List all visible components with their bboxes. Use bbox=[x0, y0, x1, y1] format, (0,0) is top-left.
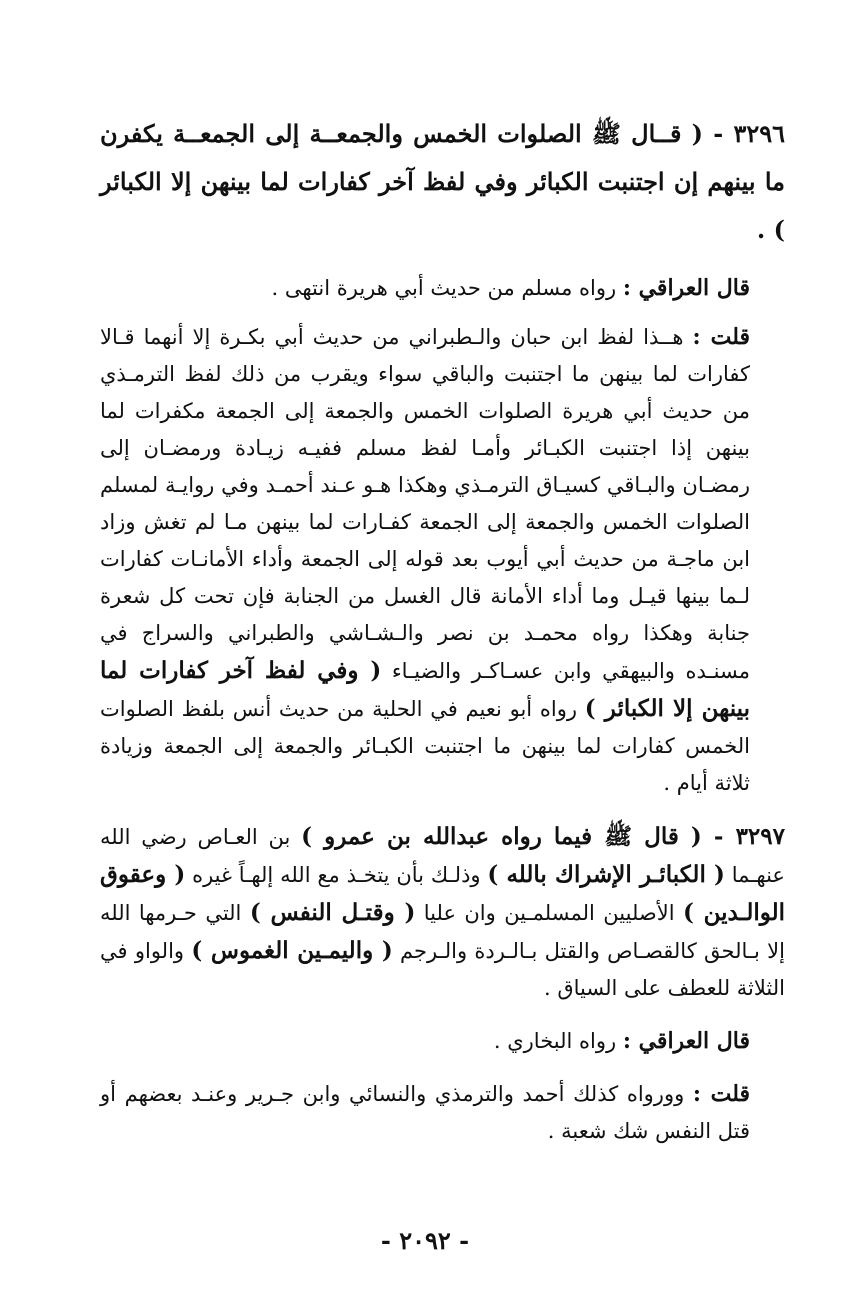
author-bold-quote: ( وفي لفظ آخر كفارات لما بينهن إلا الكبائر ) bbox=[100, 657, 750, 722]
hadith-3296-text: قــال ﷺ الصلوات الخمس والجمعــة إلى الجمعــة يكفرن ما بينهم إن اجتنبت الكبائر وفي لفظ آخر كفارات لما بينهن إلا الكبائر ) . bbox=[100, 119, 785, 244]
iraqi-label-1: قال العراقي : bbox=[622, 275, 750, 301]
author-text-1: هــذا لفظ ابن حبان والـطبراني من حديث أبي بكـرة إلا أنهما قـالا كفارات لما بينهن ما اجتنبت والباقي سواء ويقرب من ذلك لفظ الترمـذي من حديث أبي هريرة الصلوات الخمس والجمعة إلى الجمعة مكفرات لما بينهن إذا اجتنبت الكبـائر وأمـا لفظ مسلم ففيـه زيـادة ورمضـان إلى رمضـان والبـاقي كسيـاق الترمـذي وهكذا هـو عـند أحمـد وفي روايـة لمسلم الصلوات الخمس والجمعة إلى الجمعة كفـارات لما بينهن مـا لم تغش وزاد ابن ماجـة من حديث أبي أيوب بعد قوله إلى الجمعة وأداء الأمانـات كفارات لـما بينها قيـل وما أداء الأمانة قال الغسل من الجنابة فإن تحت كل شعرة جنابة وهكذا رواه محمـد بن نصر والـشـاشي والطبراني والسراج في مسنـده والبيهقي وابن عسـاكـر والضيـاء bbox=[100, 325, 750, 683]
author-text-2: وورواه كذلك أحمد والترمذي والنسائي وابن جـرير وعنـد بعضهم أو قتل النفس شك شعبة . bbox=[100, 1082, 750, 1143]
hadith-3297-text-2: وذلـك بأن يتخـذ مع الله إلهـاً غيره bbox=[192, 863, 481, 887]
iraqi-text-1: رواه مسلم من حديث أبي هريرة انتهى . bbox=[271, 276, 617, 300]
hadith-3296-number: ٣٢٩٦ - ( bbox=[691, 119, 786, 148]
hadith-3297-text-5: والواو في الثلاثة للعطف على السياق . bbox=[100, 939, 785, 1000]
hadith-3297-bold-4: ( واليمـين الغموس ) bbox=[191, 937, 393, 964]
iraqi-text-2: رواه البخاري . bbox=[493, 1029, 617, 1053]
iraqi-comment-1 bbox=[100, 270, 785, 307]
hadith-3296 bbox=[100, 110, 785, 254]
page-number: - ٢٠٩٢ - bbox=[380, 1226, 470, 1255]
hadith-3297-text-3: الأصليين المسلمـين وان عليا bbox=[423, 901, 675, 925]
hadith-3297 bbox=[100, 818, 785, 1007]
author-note-2 bbox=[100, 1076, 785, 1150]
hadith-3297-bold-1: ( الكبائـر الإشراك بالله ) bbox=[487, 861, 725, 888]
iraqi-comment-2 bbox=[100, 1023, 785, 1060]
author-text-1-tail: رواه أبو نعيم في الحلية من حديث أنس بلفظ الصلوات الخمس كفارات لما بينهن ما اجتنبت الكبـائر والجمعة إلى الجمعة وزيادة ثلاثة أيام . bbox=[100, 697, 750, 795]
iraqi-label-2: قال العراقي : bbox=[622, 1028, 750, 1054]
hadith-3297-text-1: بن العـاص رضي الله عنهـما bbox=[100, 825, 785, 887]
author-label-1: قلت : bbox=[692, 324, 750, 350]
hadith-3297-head: ٣٢٩٧ - ( قال ﷺ فيما رواه عبدالله بن عمرو ) bbox=[301, 823, 785, 850]
hadith-3297-text-4: التي حـرمها الله إلا بـالحق كالقصـاص والقتل بـالـردة والـرجم bbox=[100, 901, 785, 963]
hadith-3297-bold-3: ( وقتـل النفس ) bbox=[249, 899, 416, 926]
hadith-3297-bold-2: ( وعقوق الوالـدين ) bbox=[100, 861, 785, 926]
author-note-1 bbox=[100, 319, 785, 802]
author-label-2: قلت : bbox=[692, 1081, 751, 1107]
page-body bbox=[100, 110, 785, 1150]
